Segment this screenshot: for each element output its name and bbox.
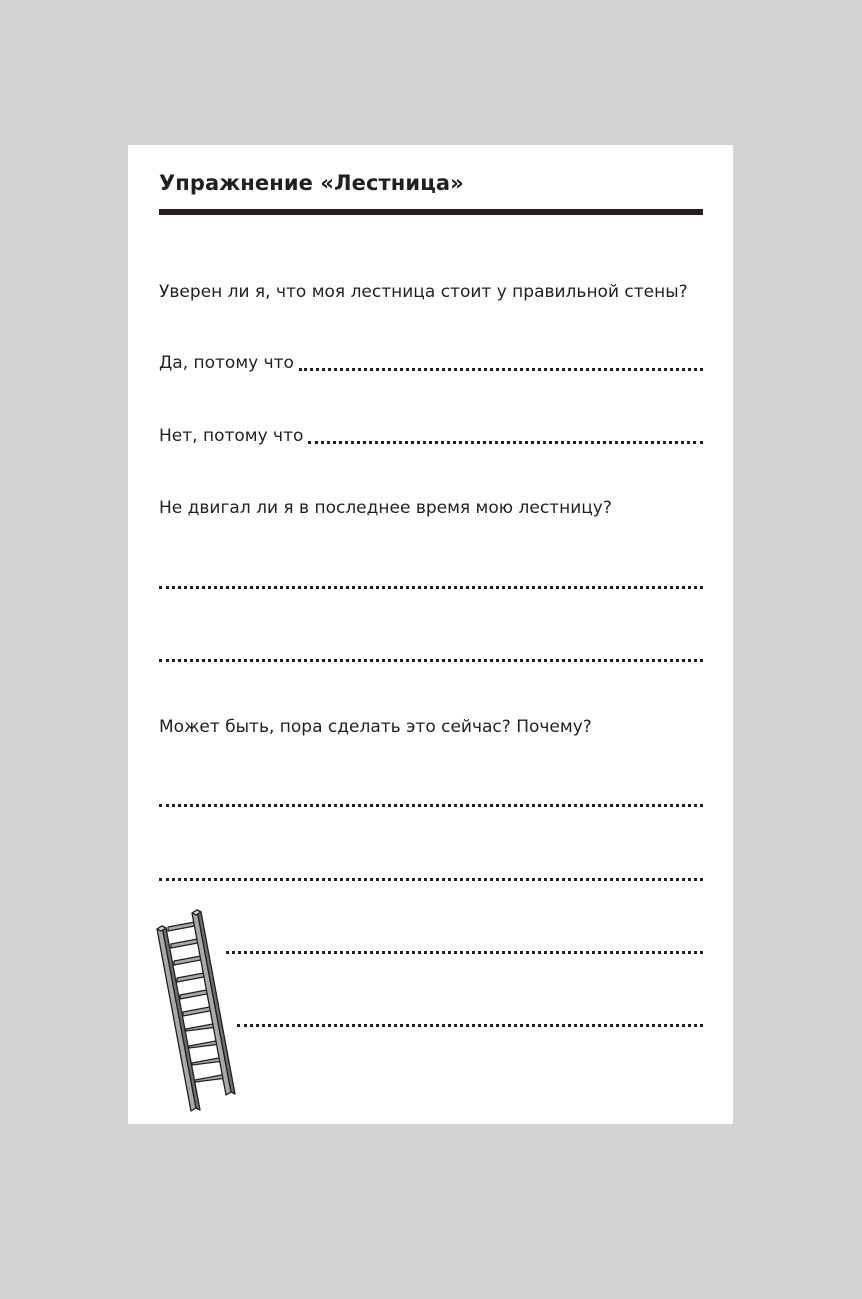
question-moved-ladder: Не двигал ли я в последнее время мою лестницу?: [159, 498, 612, 518]
answer-line-2[interactable]: [159, 659, 703, 662]
title-divider: [159, 209, 703, 215]
answer-line-5[interactable]: [226, 951, 703, 954]
answer-line-6[interactable]: [237, 1024, 703, 1027]
question-do-it-now: Может быть, пора сделать это сейчас? Почему?: [159, 717, 592, 737]
answer-yes-label: Да, потому что: [159, 353, 294, 373]
answer-yes-field[interactable]: [299, 368, 703, 371]
worksheet-page: [128, 145, 733, 1124]
answer-no-label: Нет, потому что: [159, 426, 304, 446]
answer-line-4[interactable]: [159, 878, 703, 881]
answer-line-1[interactable]: [159, 586, 703, 589]
question-right-wall: Уверен ли я, что моя лестница стоит у правильной стены?: [159, 282, 688, 302]
page-title: Упражнение «Лестница»: [159, 171, 464, 195]
answer-yes-row: [159, 351, 703, 373]
answer-line-3[interactable]: [159, 804, 703, 807]
ladder-icon: [154, 907, 236, 1113]
answer-no-row: [159, 424, 703, 446]
answer-no-field[interactable]: [308, 441, 703, 444]
